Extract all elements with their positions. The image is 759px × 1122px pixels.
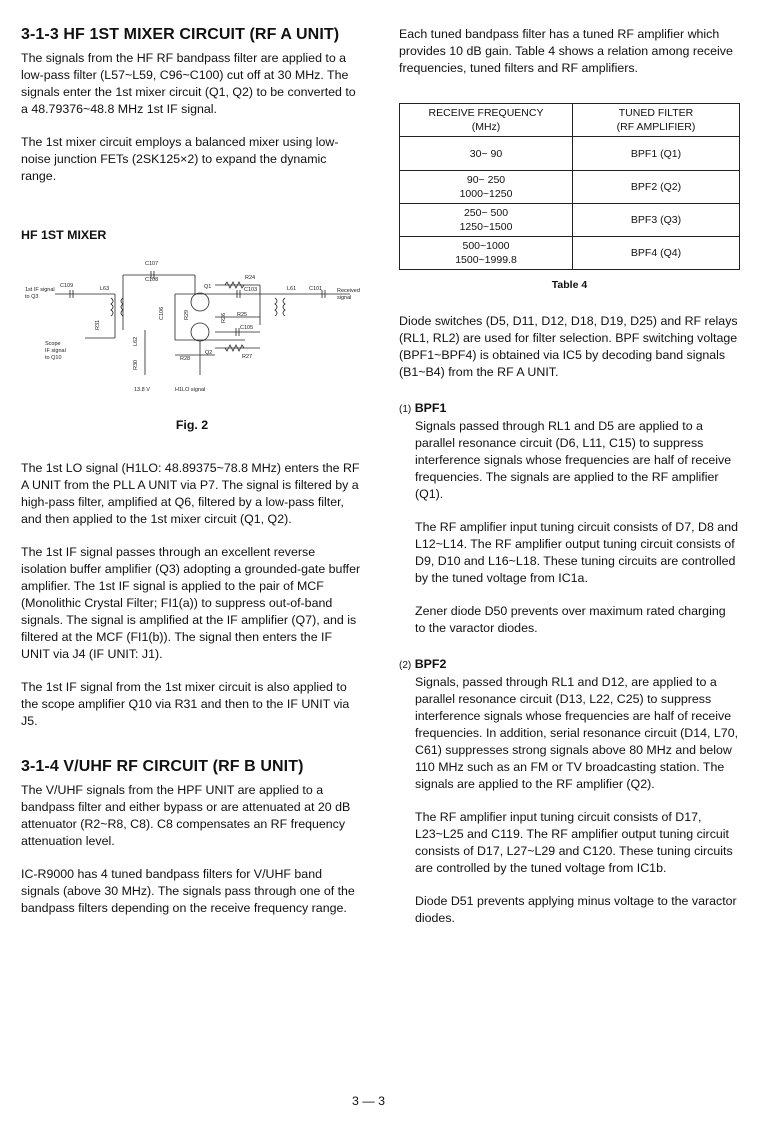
table-cell: 90~ 250 1000~1250 <box>400 171 573 204</box>
svg-text:R31: R31 <box>95 319 101 330</box>
svg-text:H1LO signal: H1LO signal <box>175 387 206 393</box>
svg-text:C106: C106 <box>159 306 165 320</box>
table-caption: Table 4 <box>551 279 588 291</box>
svg-text:C105: C105 <box>240 325 254 331</box>
svg-text:to Q3: to Q3 <box>25 294 39 300</box>
paragraph: The V/UHF signals from the HPF UNIT are applied to a bandpass filter and either bypass or are attenuated at 20 dB attenuator (R2~R8, C8). C8 compensates an RF frequency attenuation level. <box>21 783 351 848</box>
svg-text:R30: R30 <box>133 359 139 370</box>
svg-text:C103: C103 <box>244 287 258 293</box>
svg-text:to Q10: to Q10 <box>45 355 62 361</box>
paragraph: The 1st LO signal (H1LO: 48.89375~78.8 MHz) enters the RF A UNIT from the PLL A UNIT via P7. The signal is filtered by a high-pass filter, amplified at Q6, filtered by a low-pass filter, and then applied to the 1st mixer circuit (Q1, Q2). <box>21 461 360 526</box>
svg-text:C109: C109 <box>60 283 74 289</box>
paragraph: The 1st mixer circuit employs a balanced mixer using low-noise junction FETs (2SK125×2) to expand the dynamic range. <box>21 135 339 183</box>
section-3-1-4-heading: 3-1-4 V/UHF RF CIRCUIT (RF B UNIT) <box>21 758 304 775</box>
table-row <box>400 237 740 270</box>
table-cell: BPF2 (Q2) <box>573 171 740 204</box>
svg-text:R26: R26 <box>221 312 227 323</box>
paragraph: Diode switches (D5, D11, D12, D18, D19, D25) and RF relays (RL1, RL2) are used for filter selection. BPF switching voltage (BPF1~BPF4) is obtained via IC5 by decoding band signals (B1~B4) from the RF A UNIT. <box>399 314 738 379</box>
figure-title: HF 1ST MIXER <box>21 228 107 242</box>
table-header-cell: RECEIVE FREQUENCY (MHz) <box>400 104 573 137</box>
svg-text:IF signal: IF signal <box>45 348 66 354</box>
svg-text:L63: L63 <box>100 286 110 292</box>
left-column <box>21 26 363 933</box>
paragraph: The RF amplifier input tuning circuit consists of D7, D8 and L12~L14. The RF amplifier output tuning circuit consists of D9, D10 and L16~L18. These tuning circuits are controlled by the tuned voltage from IC1a. <box>415 520 738 585</box>
table-4 <box>399 103 740 270</box>
right-column <box>399 26 739 943</box>
svg-text:13.8 V: 13.8 V <box>134 387 150 393</box>
table-header-cell: TUNED FILTER (RF AMPLIFIER) <box>573 104 740 137</box>
svg-text:Q2: Q2 <box>205 350 213 356</box>
paragraph: Signals, passed through RL1 and D12, are applied to a parallel resonance circuit (D13, L22, C25) to suppress interference signals whose frequencies are half of receive frequencies. In addition, serial resonance circuit (D14, L70, C61) suppresses strong signals above 80 MHz and below 110 MHz such as an FM or TV broadcasting station. The signals are applied to the RF amplifier (Q2). <box>415 675 739 791</box>
svg-text:signal: signal <box>337 295 352 301</box>
paragraph: Zener diode D50 prevents over maximum rated charging to the varactor diodes. <box>415 604 726 635</box>
paragraph: IC-R9000 has 4 tuned bandpass filters for V/UHF band signals (above 30 MHz). The signals pass through one of the bandpass filters depending on the receive frequency range. <box>21 867 355 915</box>
section-3-1-3-heading: 3-1-3 HF 1ST MIXER CIRCUIT (RF A UNIT) <box>21 26 340 43</box>
page-number: 3 — 3 <box>352 1094 386 1108</box>
svg-text:C108: C108 <box>145 277 159 283</box>
table-cell: 500~1000 1500~1999.8 <box>400 237 573 270</box>
paragraph: The RF amplifier input tuning circuit consists of D17, L23~L25 and C119. The RF amplifier output tuning circuit consists of D17, L27~L29 and C120. These tuning circuits are controlled by the tuned voltage from IC1b. <box>415 810 733 875</box>
table-cell: 250~ 500 1250~1500 <box>400 204 573 237</box>
table-header-row <box>400 104 740 137</box>
svg-text:Q1: Q1 <box>204 284 212 290</box>
table-row <box>400 137 740 171</box>
table-cell: BPF4 (Q4) <box>573 237 740 270</box>
paragraph: The signals from the HF RF bandpass filter are applied to a low-pass filter (L57~L59, C96~C100) cut off at 30 MHz. The signals enter the 1st mixer circuit (Q1, Q2) to be converted to a 48.79376~48.8 MHz 1st IF signal. <box>21 51 356 116</box>
figure-caption: Fig. 2 <box>175 418 209 432</box>
svg-text:Received: Received <box>337 288 360 294</box>
svg-text:C107: C107 <box>145 261 159 267</box>
svg-text:R24: R24 <box>245 275 256 281</box>
paragraph: The 1st IF signal passes through an excellent reverse isolation buffer amplifier (Q3) adopting a grounded-gate buffer amplifier. The 1st IF signal is applied to the pair of MCF (Monolithic Crystal Filter; FI1(a)) to suppress out-of-band signals. The signal is amplified at the IF amplifier (Q7), and is filtered at the MCF (FI1(b)). The signal then enters the IF UNIT via J4 (IF UNIT: J1). <box>21 545 361 661</box>
svg-text:L61: L61 <box>287 286 297 292</box>
bpf2-heading: (2) BPF2 <box>399 657 447 671</box>
svg-text:L62: L62 <box>133 336 139 346</box>
svg-text:1st IF signal: 1st IF signal <box>25 287 55 293</box>
svg-text:C101: C101 <box>309 286 323 292</box>
paragraph: Signals passed through RL1 and D5 are applied to a parallel resonance circuit (D6, L11, C15) to suppress interference signals whose frequencies are half of receive frequencies. The signals are applied to the RF amplifier (Q1). <box>415 419 732 501</box>
bpf1-heading: (1) BPF1 <box>399 401 447 415</box>
paragraph: The 1st IF signal from the 1st mixer circuit is also applied to the scope amplifier Q10 via R31 and then to the IF UNIT via J5. <box>21 680 350 728</box>
table-cell: BPF3 (Q3) <box>573 204 740 237</box>
paragraph: Each tuned bandpass filter has a tuned RF amplifier which provides 10 dB gain. Table 4 shows a relation among receive frequencies, tuned filters and RF amplifiers. <box>399 27 733 75</box>
svg-text:R28: R28 <box>180 356 191 362</box>
table-cell: 30~ 90 <box>400 137 573 171</box>
hf-mixer-schematic <box>15 250 360 400</box>
table-row <box>400 204 740 237</box>
svg-text:R29: R29 <box>184 309 190 320</box>
svg-text:R27: R27 <box>242 354 253 360</box>
svg-text:R25: R25 <box>237 312 248 318</box>
svg-text:Scope: Scope <box>45 341 61 347</box>
table-row <box>400 171 740 204</box>
table-cell: BPF1 (Q1) <box>573 137 740 171</box>
paragraph: Diode D51 prevents applying minus voltage to the varactor diodes. <box>415 894 737 925</box>
